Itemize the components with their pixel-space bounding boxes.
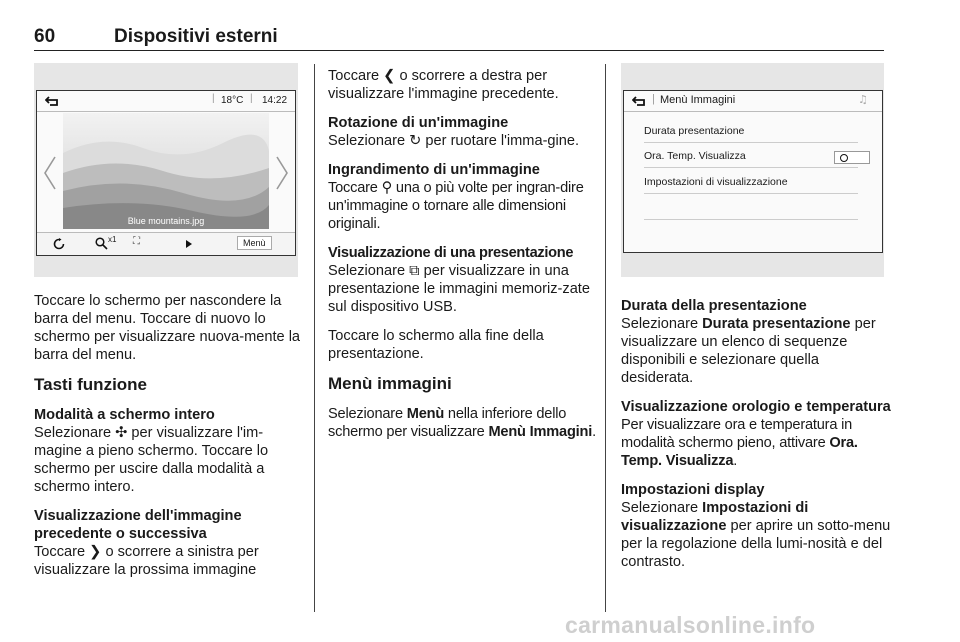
page-number: 60	[34, 26, 56, 47]
display-paragraph: Selezionare Impostazioni di visualizzazione per aprire un sotto-menu per la regolazione della lumi-nosità e del contrasto.	[621, 500, 891, 570]
fullscreen-icon: ✣	[115, 424, 128, 441]
heading-duration: Durata della presentazione	[621, 298, 807, 314]
menu-item-duration[interactable]: Durata presentazione	[644, 120, 858, 143]
chevron-right-icon	[275, 155, 289, 191]
heading-prev-next: Visualizzazione dell'immagine precedente o successiva	[34, 508, 242, 542]
chevron-left-icon	[43, 155, 57, 191]
heading-fullscreen: Modalità a schermo intero	[34, 407, 215, 423]
rotate-icon[interactable]	[53, 238, 65, 250]
slideshow-paragraph: Selezionare ⧉ per visualizzare in una presentazione le immagini memoriz-zate sul dispositivo USB.	[328, 262, 590, 315]
rotate-paragraph: Selezionare ↻ per ruotare l'imma-gine.	[328, 132, 580, 149]
toggle-switch[interactable]	[834, 151, 870, 164]
column-3	[621, 297, 891, 582]
image-menu-illustration	[621, 63, 884, 277]
heading-display: Impostazioni display	[621, 482, 765, 498]
photo-viewer-illustration	[34, 63, 298, 277]
menu-title: Menù Immagini	[660, 94, 736, 106]
heading-function-keys: Tasti funzione	[34, 375, 148, 394]
watermark: carmanualsonline.info	[565, 612, 816, 638]
play-icon[interactable]	[185, 240, 193, 248]
menu-item-empty	[644, 197, 858, 220]
rotate-icon: ↻	[409, 132, 422, 149]
column-1	[34, 292, 304, 590]
music-note-icon: ♫	[858, 93, 868, 106]
image-caption: Blue mountains.jpg	[127, 216, 205, 226]
chevron-left-icon: ❮	[383, 67, 396, 84]
duration-paragraph: Selezionare Durata presentazione per visualizzare un elenco di sequenze disponibili e selezionare quella desiderata.	[621, 316, 876, 386]
menu-item-clock-temp[interactable]: Ora. Temp. Visualizza	[644, 145, 858, 168]
image-menu-screen	[623, 90, 883, 253]
column-2	[328, 67, 596, 452]
page-header	[34, 22, 884, 51]
heading-clock: Visualizzazione orologio e temperatura	[621, 399, 891, 415]
zoom-icon: ⚲	[381, 179, 393, 196]
heading-slideshow: Visualizzazione di una presentazione	[328, 245, 574, 261]
zoom-level: x1	[108, 235, 117, 244]
slideshow-icon: ⧉	[409, 262, 420, 279]
chevron-right-icon: ❯	[89, 543, 102, 560]
zoom-paragraph: Toccare ⚲ una o più volte per ingran-dire un'immagine o tornare alle dimensioni originali.	[328, 179, 584, 232]
heading-rotate: Rotazione di un'immagine	[328, 115, 509, 131]
image-menu-paragraph: Selezionare Menù nella inferiore dello schermo per visualizzare Menù Immagini.	[328, 406, 596, 440]
fullscreen-paragraph: Selezionare ✣ per visualizzare l'im-magine a pieno schermo. Toccare lo schermo per uscire dalla modalità a schermo intero.	[34, 424, 269, 495]
section-title: Dispositivi esterni	[114, 26, 278, 47]
menu-button[interactable]: Menù	[237, 236, 272, 250]
intro-paragraph: Toccare lo schermo per nascondere la barra del menu. Toccare di nuovo lo schermo per visualizzare nuova-mente la barra del menu.	[34, 293, 301, 363]
menu-item-display-settings[interactable]: Impostazioni di visualizzazione	[644, 171, 858, 194]
prev-paragraph: Toccare ❮ o scorrere a destra per visualizzare l'immagine precedente.	[328, 67, 559, 102]
zoom-icon[interactable]	[95, 237, 108, 250]
back-icon	[45, 95, 61, 107]
clock-paragraph: Per visualizzare ora e temperatura in modalità schermo pieno, attivare Ora. Temp. Visualizza.	[621, 417, 858, 469]
heading-zoom: Ingrandimento di un'immagine	[328, 162, 540, 178]
column-divider-1	[314, 64, 315, 612]
heading-image-menu: Menù immagini	[328, 374, 452, 393]
menu-title-bar: | Menù Immagini ♫	[624, 91, 882, 112]
clock-readout: 14:22	[262, 95, 288, 106]
photo-viewer-screen	[36, 90, 296, 256]
photo-toolbar	[37, 232, 295, 255]
temperature-readout: 18°C	[221, 95, 244, 106]
photo-image	[63, 113, 269, 229]
status-bar: | 18°C | 14:22	[37, 91, 295, 112]
fullscreen-icon[interactable]: ⛶	[133, 236, 140, 247]
column-divider-2	[605, 64, 606, 612]
next-paragraph: Toccare ❯ o scorrere a sinistra per visualizzare la prossima immagine	[34, 543, 259, 578]
back-icon[interactable]	[632, 95, 648, 107]
slideshow-end-paragraph: Toccare lo schermo alla fine della presentazione.	[328, 328, 544, 362]
